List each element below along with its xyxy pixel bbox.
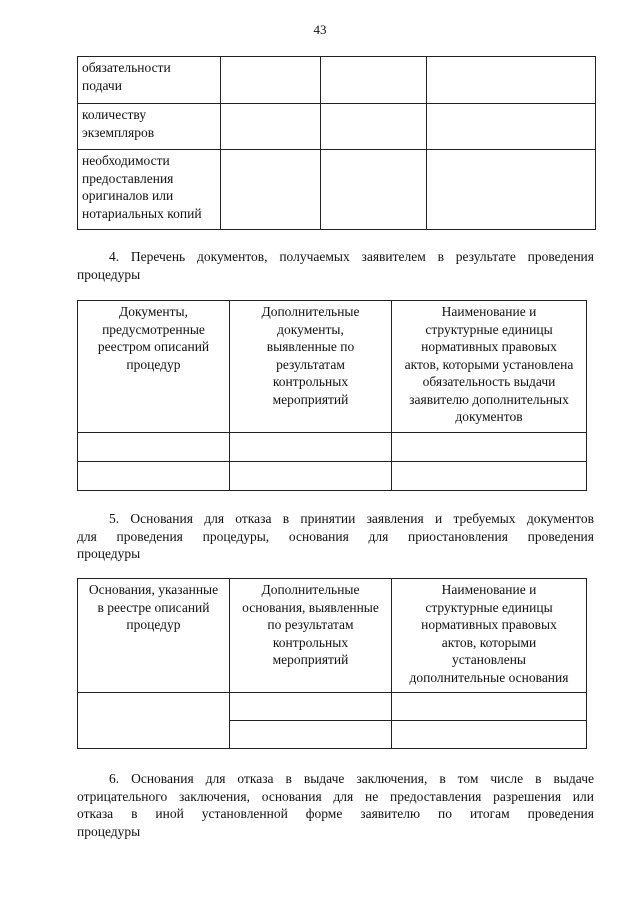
header-line: процедур — [126, 356, 181, 372]
table-submission-requirements — [77, 56, 596, 230]
empty-cell — [78, 462, 230, 491]
header-line: контрольных — [272, 374, 349, 389]
header-line: Основания, указанные — [88, 582, 219, 597]
header-line: выявленные по — [266, 339, 355, 354]
empty-cell — [427, 150, 596, 230]
header-line: нормативных правовых — [421, 617, 557, 632]
empty-cell — [392, 693, 587, 721]
column-header — [230, 301, 392, 433]
header-line: мероприятий — [272, 391, 349, 407]
empty-cell — [392, 721, 587, 749]
label-line: обязательности — [82, 60, 171, 75]
header-line: структурные единицы — [425, 321, 553, 337]
header-line: мероприятий — [272, 652, 349, 667]
header-line: дополнительные основания — [409, 669, 569, 685]
label-line: количеству — [82, 107, 147, 122]
header-line: нормативных правовых — [421, 339, 557, 354]
table-header-row — [78, 301, 587, 433]
header-line: заявителю дополнительных — [409, 391, 569, 407]
column-header — [392, 579, 587, 693]
empty-cell — [221, 104, 321, 150]
column-header — [78, 579, 230, 693]
table-header-row — [78, 579, 587, 693]
table-row — [78, 57, 596, 104]
header-line: предусмотренные — [102, 321, 205, 337]
row-label — [78, 150, 221, 230]
text-line: 4. Перечень документов, получаемых заявителем в результате проведения — [109, 249, 594, 264]
header-line: Дополнительные — [261, 304, 360, 319]
header-line: Документы, — [118, 304, 188, 319]
text-line: процедуры — [77, 546, 141, 561]
row-label — [78, 57, 221, 104]
header-line: установлены — [452, 652, 526, 667]
section-4-heading — [77, 248, 594, 283]
header-line: Дополнительные — [261, 582, 360, 597]
table-received-documents — [77, 300, 587, 491]
empty-cell — [321, 150, 427, 230]
page-number: 43 — [313, 22, 327, 37]
empty-cell — [230, 433, 392, 462]
header-line: результатам — [276, 356, 345, 372]
text-line: для проведения процедуры, основания для приостановления проведения — [77, 528, 594, 544]
label-line: нотариальных копий — [82, 205, 202, 221]
table-refusal-grounds — [77, 578, 587, 749]
empty-cell — [230, 721, 392, 749]
table-row — [78, 150, 596, 230]
header-line: процедур — [126, 617, 181, 632]
empty-cell — [230, 462, 392, 491]
empty-cell — [78, 433, 230, 462]
table-row — [78, 693, 587, 721]
text-line: процедуры — [77, 266, 141, 282]
header-line: в реестре описаний — [97, 599, 210, 615]
empty-cell — [427, 57, 596, 104]
header-line: Наименование и — [441, 304, 537, 319]
label-line: экземпляров — [82, 124, 155, 140]
header-line: обязательность выдачи — [422, 374, 556, 389]
text-line: 5. Основания для отказа в принятии заявления и требуемых документов — [109, 511, 594, 526]
text-line: отрицательного заключения, основания для не предоставления разрешения или — [77, 788, 594, 804]
header-line: структурные единицы — [425, 599, 553, 615]
header-line: контрольных — [272, 634, 349, 650]
header-line: реестром описаний — [97, 339, 210, 354]
empty-cell — [392, 433, 587, 462]
section-5-heading — [77, 510, 594, 563]
empty-cell — [321, 57, 427, 104]
section-6-paragraph — [77, 770, 594, 840]
empty-cell — [392, 462, 587, 491]
empty-cell — [221, 150, 321, 230]
header-line: документов — [455, 409, 523, 424]
column-header — [78, 301, 230, 433]
table-row — [78, 462, 587, 491]
label-line: предоставления — [82, 170, 174, 186]
label-line: необходимости — [82, 153, 170, 168]
header-line: актов, которыми — [441, 634, 537, 650]
label-line: подачи — [82, 77, 122, 93]
header-line: Наименование и — [441, 582, 537, 597]
empty-cell — [230, 693, 392, 721]
header-line: основания, выявленные — [242, 599, 379, 615]
empty-cell — [427, 104, 596, 150]
empty-cell — [78, 693, 230, 749]
header-line: актов, которыми установлена — [404, 356, 574, 372]
row-label — [78, 104, 221, 150]
table-row — [78, 104, 596, 150]
empty-cell — [221, 57, 321, 104]
header-line: по результатам — [267, 617, 354, 632]
label-line: оригиналов или — [82, 188, 174, 203]
text-line: отказа в иной установленной форме заявителю по итогам проведения — [77, 806, 594, 821]
text-line: процедуры — [77, 823, 141, 839]
header-line: документы, — [277, 321, 344, 337]
table-row — [78, 433, 587, 462]
empty-cell — [321, 104, 427, 150]
column-header — [230, 579, 392, 693]
column-header — [392, 301, 587, 433]
text-line: 6. Основания для отказа в выдаче заключения, в том числе в выдаче — [109, 771, 594, 786]
